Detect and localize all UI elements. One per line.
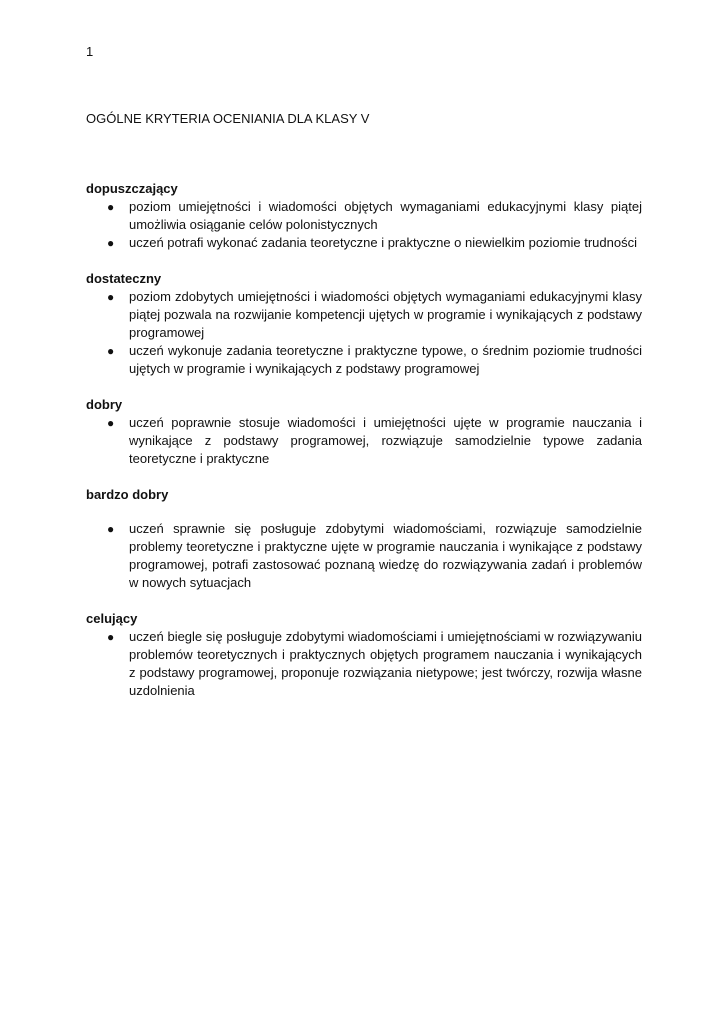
list-item (86, 234, 642, 252)
list-item (86, 198, 642, 234)
bullet-icon: ● (107, 200, 115, 214)
item-text: uczeń poprawnie stosuje wiadomości i umiejętności ujęte w programie nauczania i wynikające z podstawy programowej, rozwiązuje samodzielnie typowe zadania teoretyczne i praktyczne (129, 415, 642, 466)
list-item (86, 628, 642, 700)
list-item (86, 520, 642, 592)
item-text: uczeń sprawnie się posługuje zdobytymi wiadomościami, rozwiązuje samodzielnie problemy teoretyczne i praktyczne ujęte w programie nauczania i wynikające z podstawy programowej, potrafi zastosować poznaną wiedzę do rozwiązywania zadań i problemów w nowych sytuacjach (129, 521, 642, 590)
section-heading: dostateczny (86, 271, 162, 286)
item-text: poziom umiejętności i wiadomości objętych wymaganiami edukacyjnymi klasy piątej umożliwia osiąganie celów polonistycznych (129, 199, 642, 232)
list-item (86, 288, 642, 342)
item-text: poziom zdobytych umiejętności i wiadomości objętych wymaganiami edukacyjnymi klasy piątej pozwala na rozwijanie kompetencji ujętych w programie i wynikających z podstawy programowej (129, 289, 642, 340)
section-bardzo-dobry (86, 486, 642, 592)
document-title: OGÓLNE KRYTERIA OCENIANIA DLA KLASY V (86, 111, 370, 126)
list-item (86, 414, 642, 468)
section-heading: dobry (86, 397, 123, 412)
section-dostateczny (86, 270, 642, 378)
bullet-icon: ● (107, 236, 115, 250)
section-heading: bardzo dobry (86, 487, 169, 502)
section-celujacy (86, 610, 642, 700)
criteria-list (86, 288, 642, 378)
criteria-sections (86, 180, 642, 700)
bullet-icon: ● (107, 522, 115, 536)
section-heading: dopuszczający (86, 181, 178, 196)
bullet-icon: ● (107, 630, 115, 644)
bullet-icon: ● (107, 344, 115, 358)
section-dopuszczajacy (86, 180, 642, 252)
item-text: uczeń potrafi wykonać zadania teoretyczne i praktyczne o niewielkim poziomie trudności (129, 235, 637, 250)
criteria-list (86, 628, 642, 700)
item-text: uczeń wykonuje zadania teoretyczne i praktyczne typowe, o średnim poziomie trudności ujętych w programie i wynikających z podstawy programowej (129, 343, 642, 376)
page-number: 1 (86, 44, 94, 59)
bullet-icon: ● (107, 290, 115, 304)
item-text: uczeń biegle się posługuje zdobytymi wiadomościami i umiejętnościami w rozwiązywaniu problemów teoretycznych i praktycznych objętych programem nauczania i wynikających z podstawy programowej, proponuje rozwiązania nietypowe; jest twórczy, rozwija własne uzdolnienia (129, 629, 642, 698)
section-dobry (86, 396, 642, 468)
list-item (86, 342, 642, 378)
bullet-icon: ● (107, 416, 115, 430)
criteria-list (86, 198, 642, 252)
section-heading: celujący (86, 611, 138, 626)
criteria-list (86, 520, 642, 592)
criteria-list (86, 414, 642, 468)
